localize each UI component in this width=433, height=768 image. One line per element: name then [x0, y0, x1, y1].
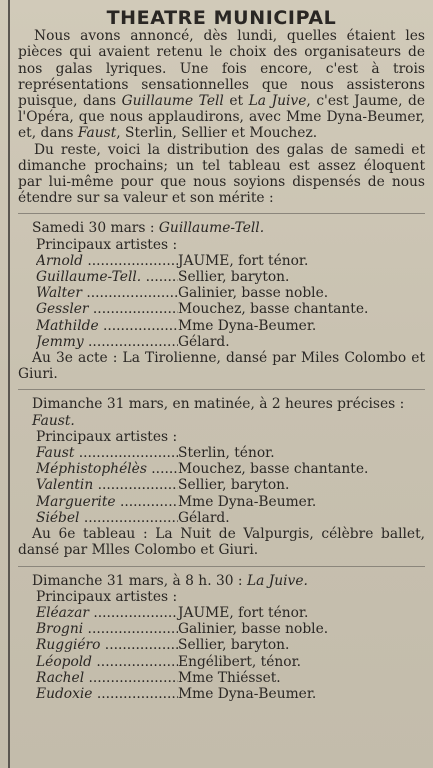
- distribution-paragraph: Du reste, voici la distribution des galas de samedi et dimanche prochains; un tel tableau est assez éloquent par lui-même pour que nous soyions dispensés de nous étendre sur sa valeur et son mérite :: [18, 141, 425, 207]
- cast-row: [36, 461, 425, 477]
- ballet-note: Au 3e acte : La Tirolienne, dansé par Miles Colombo et Giuri.: [18, 350, 425, 383]
- cast-row: [36, 269, 425, 285]
- cast-row: [36, 253, 425, 269]
- work-title: Guillaume Tell: [121, 93, 224, 110]
- cast-actor: Galinier, basse noble.: [178, 285, 329, 302]
- cast-role: Rachel .....: [36, 670, 178, 686]
- cast-role: Eléazar .....: [36, 605, 178, 621]
- cast-role: Brogni .....: [36, 621, 178, 637]
- cast-actor: Sellier, baryton.: [178, 477, 290, 494]
- cast-row: [36, 637, 425, 653]
- work-title: La Juive: [248, 93, 307, 110]
- article-title: THEATRE MUNICIPAL: [106, 7, 337, 29]
- cast-role: Jemmy .....: [36, 334, 178, 350]
- performance-date: [32, 396, 425, 428]
- cast-row: [36, 686, 425, 702]
- cast-role: Arnold .....: [36, 253, 178, 269]
- cast-actor: JAUME, fort ténor.: [178, 604, 309, 621]
- cast-role: Méphistophélès .....: [36, 461, 178, 477]
- principal-artists-label: Principaux artistes :: [36, 428, 178, 445]
- cast-row: [36, 494, 425, 510]
- cast-actor: Engélibert, ténor.: [178, 653, 302, 670]
- cast-actor: Gélard.: [178, 333, 230, 350]
- cast-actor: Mouchez, basse chantante.: [178, 461, 369, 478]
- performance-work-title: Guillaume-Tell.: [158, 220, 265, 237]
- performance-date: [32, 220, 425, 236]
- section-divider: [18, 389, 425, 390]
- cast-row: [36, 318, 425, 334]
- cast-row: [36, 621, 425, 637]
- cast-actor: Sterlin, ténor.: [178, 445, 275, 462]
- cast-role: Ruggiéro .....: [36, 637, 178, 653]
- cast-row: [36, 605, 425, 621]
- performance-date-text: Samedi 30 mars :: [32, 220, 159, 237]
- column-rule: [8, 0, 10, 768]
- intro-text: Nous avons annoncé, dès lundi, quelles étaient les pièces qui avaient retenu le choix des organisateurs de nos galas lyriques. Une fois encore, c'est à trois représentations sensationnelles que nous assisterons puisque, dans: [18, 28, 425, 110]
- performance-date-text: Dimanche 31 mars, en matinée, à 2 heures précises :: [32, 396, 405, 413]
- cast-role: Valentin .....: [36, 477, 178, 493]
- intro-text: , c'est Jaume, de l'Opéra, que nous applaudirons, avec Mme Dyna-Beumer, et, dans: [18, 93, 426, 142]
- cast-role: Walter .....: [36, 285, 178, 301]
- section-divider: [18, 213, 425, 214]
- cast-role: Gessler .....: [36, 301, 178, 317]
- cast-row: [36, 285, 425, 301]
- intro-text: , Sterlin, Sellier et Mouchez.: [116, 125, 318, 142]
- cast-role: Guillaume-Tell. .....: [36, 269, 178, 285]
- cast-actor: Gélard.: [178, 509, 230, 526]
- cast-role: Mathilde .....: [36, 318, 178, 334]
- performance-list: [18, 213, 425, 702]
- performance-date-text: Dimanche 31 mars, à 8 h. 30 :: [32, 572, 247, 589]
- cast-actor: Mme Dyna-Beumer.: [178, 493, 317, 510]
- cast-actor: Sellier, baryton.: [178, 637, 290, 654]
- principal-artists-label: Principaux artistes :: [36, 588, 178, 605]
- ballet-note: Au 6e tableau : La Nuit de Valpurgis, célèbre ballet, dansé par Mlles Colombo et Giuri.: [18, 526, 425, 559]
- cast-row: [36, 510, 425, 526]
- cast-actor: Mme Dyna-Beumer.: [178, 685, 317, 702]
- principal-artists-label: Principaux artistes :: [36, 236, 178, 253]
- cast-actor: JAUME, fort ténor.: [178, 252, 309, 269]
- cast-actor: Mouchez, basse chantante.: [178, 301, 369, 318]
- article: [18, 7, 426, 702]
- intro-text: et: [223, 93, 249, 110]
- section-divider: [18, 566, 425, 567]
- cast-role: Marguerite .....: [36, 494, 178, 510]
- cast-role: Eudoxie .....: [36, 686, 178, 702]
- performance-date: [32, 573, 425, 589]
- cast-actor: Mme Dyna-Beumer.: [178, 317, 317, 334]
- cast-actor: Mme Thiésset.: [178, 669, 281, 686]
- cast-role: Siébel .....: [36, 510, 178, 526]
- intro-paragraph: [18, 28, 425, 141]
- cast-actor: Galinier, basse noble.: [178, 621, 329, 638]
- performance-work-title: Faust.: [32, 412, 75, 429]
- work-title: Faust: [77, 125, 117, 142]
- cast-role: Faust .....: [36, 445, 178, 461]
- cast-row: [36, 445, 425, 461]
- cast-row: [36, 301, 425, 317]
- cast-row: [36, 670, 425, 686]
- cast-actor: Sellier, baryton.: [178, 269, 290, 286]
- cast-role: Léopold .....: [36, 654, 178, 670]
- performance-work-title: La Juive.: [246, 572, 308, 589]
- cast-row: [36, 334, 425, 350]
- cast-row: [36, 654, 425, 670]
- cast-row: [36, 477, 425, 493]
